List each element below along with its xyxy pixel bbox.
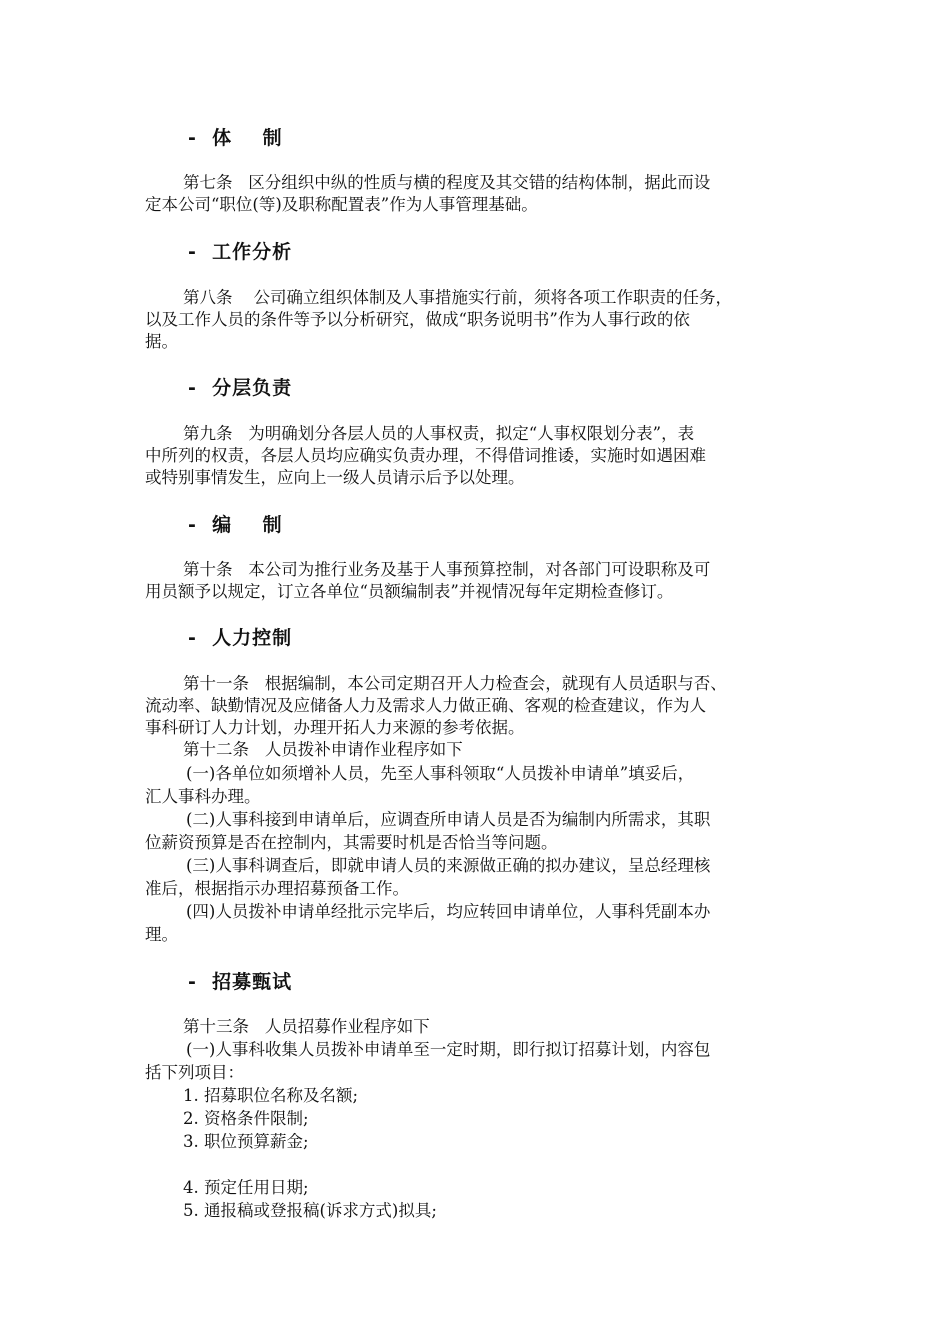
article-11-line-1: 第十一条 根据编制，本公司定期召开人力检查会，就现有人员适职与否、	[183, 674, 727, 693]
article-12-title: 第十二条 人员拨补申请作业程序如下	[183, 740, 463, 759]
article-12-item-1-line-1: (一)各单位如须增补人员，先至人事科领取“人员拨补申请单”填妥后，	[186, 764, 695, 783]
article-12-item-4-line-1: (四)人员拨补申请单经批示完毕后，均应转回申请单位，人事科凭副本办	[186, 902, 711, 921]
article-9-line-1: 第九条 为明确划分各层人员的人事权责，拟定“人事权限划分表”，表	[183, 424, 695, 443]
article-13-item-1-line-2: 括下列项目：	[145, 1063, 244, 1082]
recruit-plan-item-4: 4. 预定任用日期;	[183, 1178, 309, 1197]
recruit-plan-item-3: 3. 职位预算薪金;	[183, 1132, 309, 1151]
article-11-line-2: 流动率、缺勤情况及应储备人力及需求人力做正确、客观的检查建议，作为人	[145, 696, 706, 715]
article-7-line-2: 定本公司“职位(等)及职称配置表”作为人事管理基础。	[145, 195, 538, 214]
article-7-line-1: 第七条 区分组织中纵的性质与横的程度及其交错的结构体制，据此而设	[183, 173, 711, 192]
article-8-line-2: 以及工作人员的条件等予以分析研究，做成“职务说明书”作为人事行政的依	[145, 310, 690, 329]
article-12-item-2-line-2: 位薪资预算是否在控制内，其需要时机是否恰当等问题。	[145, 833, 558, 852]
section-heading-manpower-control: - 人力控制	[188, 627, 293, 649]
recruit-plan-item-1: 1. 招募职位名称及名额;	[183, 1086, 359, 1105]
section-heading-layered-responsibility: - 分层负责	[188, 377, 293, 399]
article-9-line-2: 中所列的权责，各层人员均应确实负责办理，不得借词推诿，实施时如遇困难	[145, 446, 706, 465]
article-13-title: 第十三条 人员招募作业程序如下	[183, 1017, 430, 1036]
article-12-item-2-line-1: (二)人事科接到申请单后，应调查所申请人员是否为编制内所需求，其职	[186, 810, 711, 829]
recruit-plan-item-2: 2. 资格条件限制;	[183, 1109, 309, 1128]
article-12-item-3-line-1: (三)人事科调查后，即就申请人员的来源做正确的拟办建议，呈总经理核	[186, 856, 711, 875]
article-8-line-1: 第八条 公司确立组织体制及人事措施实行前，须将各项工作职责的任务，	[183, 288, 732, 307]
recruit-plan-item-5: 5. 通报稿或登报稿(诉求方式)拟具;	[183, 1201, 437, 1220]
article-10-line-1: 第十条 本公司为推行业务及基于人事预算控制，对各部门可设职称及可	[183, 560, 711, 579]
article-12-item-1-line-2: 汇人事科办理。	[145, 787, 261, 806]
article-13-item-1-line-1: (一)人事科收集人员拨补申请单至一定时期，即行拟订招募计划，内容包	[186, 1040, 711, 1059]
article-9-line-3: 或特别事情发生，应向上一级人员请示后予以处理。	[145, 468, 525, 487]
article-8-line-3: 据。	[145, 332, 178, 351]
section-heading-staffing: - 编 制	[188, 514, 283, 536]
article-10-line-2: 用员额予以规定，订立各单位“员额编制表”并视情况每年定期检查修订。	[145, 582, 674, 601]
section-heading-system: - 体 制	[188, 127, 283, 149]
article-11-line-3: 事科研订人力计划，办理开拓人力来源的参考依据。	[145, 718, 525, 737]
section-heading-job-analysis: - 工作分析	[188, 241, 293, 263]
section-heading-recruitment: - 招募甄试	[188, 971, 293, 993]
article-12-item-3-line-2: 准后，根据指示办理招募预备工作。	[145, 879, 409, 898]
article-12-item-4-line-2: 理。	[145, 925, 178, 944]
